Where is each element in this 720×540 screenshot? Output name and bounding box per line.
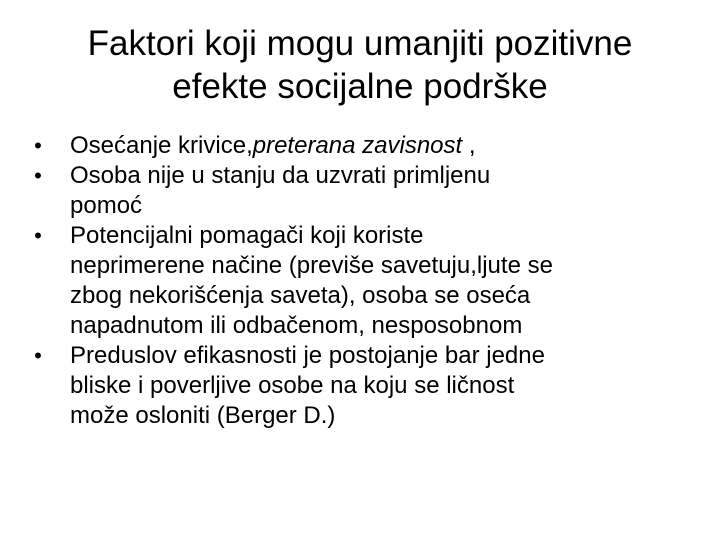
bullet-line: bliske i poverljive osobe na koju se ličnost xyxy=(70,372,515,399)
bullet-text-regular: Osećanje krivice, xyxy=(70,132,253,159)
bullet-text xyxy=(70,131,698,161)
bullet-item xyxy=(28,221,698,341)
bullet-line: napadnutom ili odbačenom, nesposobnom xyxy=(70,312,523,339)
bullet-line: Preduslov efikasnosti je postojanje bar jedne xyxy=(70,342,545,369)
bullet-text-regular: , xyxy=(462,132,476,159)
bullet-line: Osoba nije u stanju da uzvrati primljenu xyxy=(70,162,491,189)
title-line: Faktori koji mogu umanjiti pozitivne xyxy=(87,24,633,63)
bullet-item xyxy=(28,131,698,161)
slide-title xyxy=(30,22,690,108)
title-line: efekte socijalne podrške xyxy=(172,67,548,106)
bullet-item xyxy=(28,161,698,221)
bullet-marker: • xyxy=(34,163,42,188)
bullet-text-italic: preterana zavisnost xyxy=(252,132,463,159)
bullet-line: pomoć xyxy=(70,192,143,219)
bullet-line: može osloniti (Berger D.) xyxy=(70,402,336,429)
bullet-item xyxy=(28,341,698,431)
bullet-line: Potencijalni pomagači koji koriste xyxy=(70,222,424,249)
bullet-marker: • xyxy=(34,133,42,158)
bullet-marker: • xyxy=(34,343,42,368)
bullet-list xyxy=(28,131,698,431)
bullet-marker: • xyxy=(34,223,42,248)
bullet-line: neprimerene načine (previše savetuju,ljute se xyxy=(70,252,553,279)
bullet-line: zbog nekorišćenja saveta), osoba se oseća xyxy=(70,282,531,309)
